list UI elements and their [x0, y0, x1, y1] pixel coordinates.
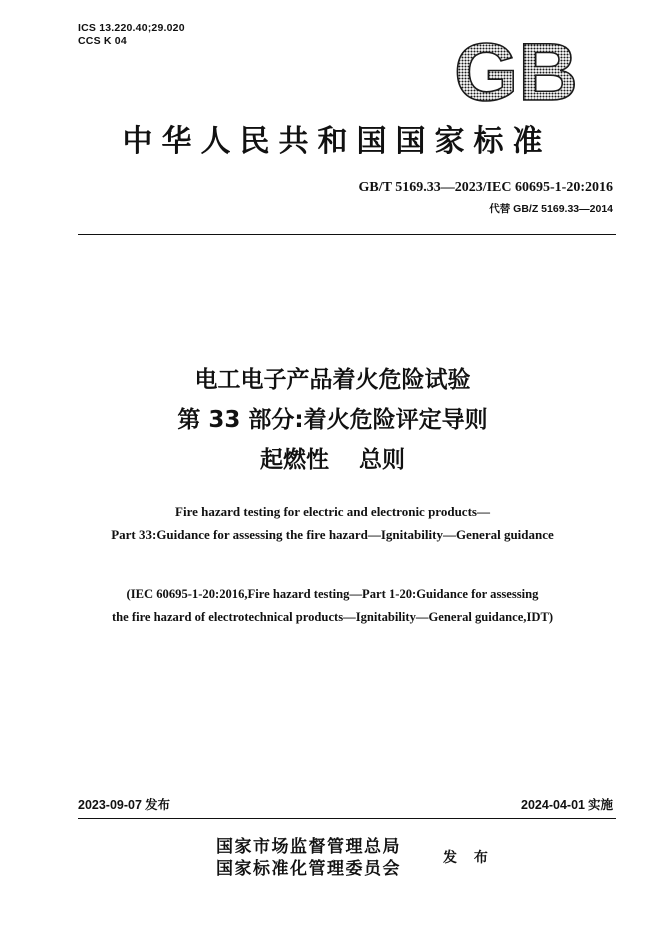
replaces-note: 代替 GB/Z 5169.33—2014 [489, 203, 613, 215]
publisher-samr: 国家市场监督管理总局 [216, 837, 401, 857]
iec-reference-line-2: the fire hazard of electrotechnical products—Ignitability—General guidance,IDT) [111, 610, 554, 624]
publish-label: 发 布 [443, 850, 494, 866]
iec-reference-line-1: (IEC 60695-1-20:2016,Fire hazard testing—Part 1-20:Guidance for assessing [126, 587, 539, 601]
publisher-sac: 国家标准化管理委员会 [216, 859, 401, 879]
implementation-date-value: 2024-04-01 [521, 798, 585, 812]
gb-logo [452, 38, 580, 106]
cn-title-line-3 [0, 442, 665, 478]
implementation-label: 实施 [587, 797, 613, 812]
classification-codes [78, 22, 185, 48]
en-title-line-2: Part 33:Guidance for assessing the fire hazard—Ignitability—General guidance [111, 527, 554, 542]
issue-label: 发布 [144, 797, 170, 812]
gb-logo-text: GB [454, 38, 578, 106]
ccs-code: CCS K 04 [78, 35, 127, 47]
cn-title-line-2: 第 33 部分:着火危险评定导则 [177, 407, 488, 433]
national-standard-heading: 中华人民共和国国家标准 [122, 124, 552, 159]
cn-title-line-1: 电工电子产品着火危险试验 [194, 367, 471, 393]
ics-code: ICS 13.220.40;29.020 [78, 22, 185, 34]
implementation-date [521, 795, 613, 813]
issue-date [78, 795, 170, 813]
publishers [216, 836, 401, 880]
issue-date-value: 2023-09-07 [78, 798, 142, 812]
standard-number: GB/T 5169.33—2023/IEC 60695-1-20:2016 [358, 180, 613, 195]
bottom-divider [78, 818, 616, 819]
cn-title-ignitability: 起燃性 [260, 447, 329, 473]
cn-title-general: 总则 [359, 447, 405, 473]
en-title-line-1: Fire hazard testing for electric and electronic products— [175, 504, 490, 519]
top-divider [78, 234, 616, 235]
